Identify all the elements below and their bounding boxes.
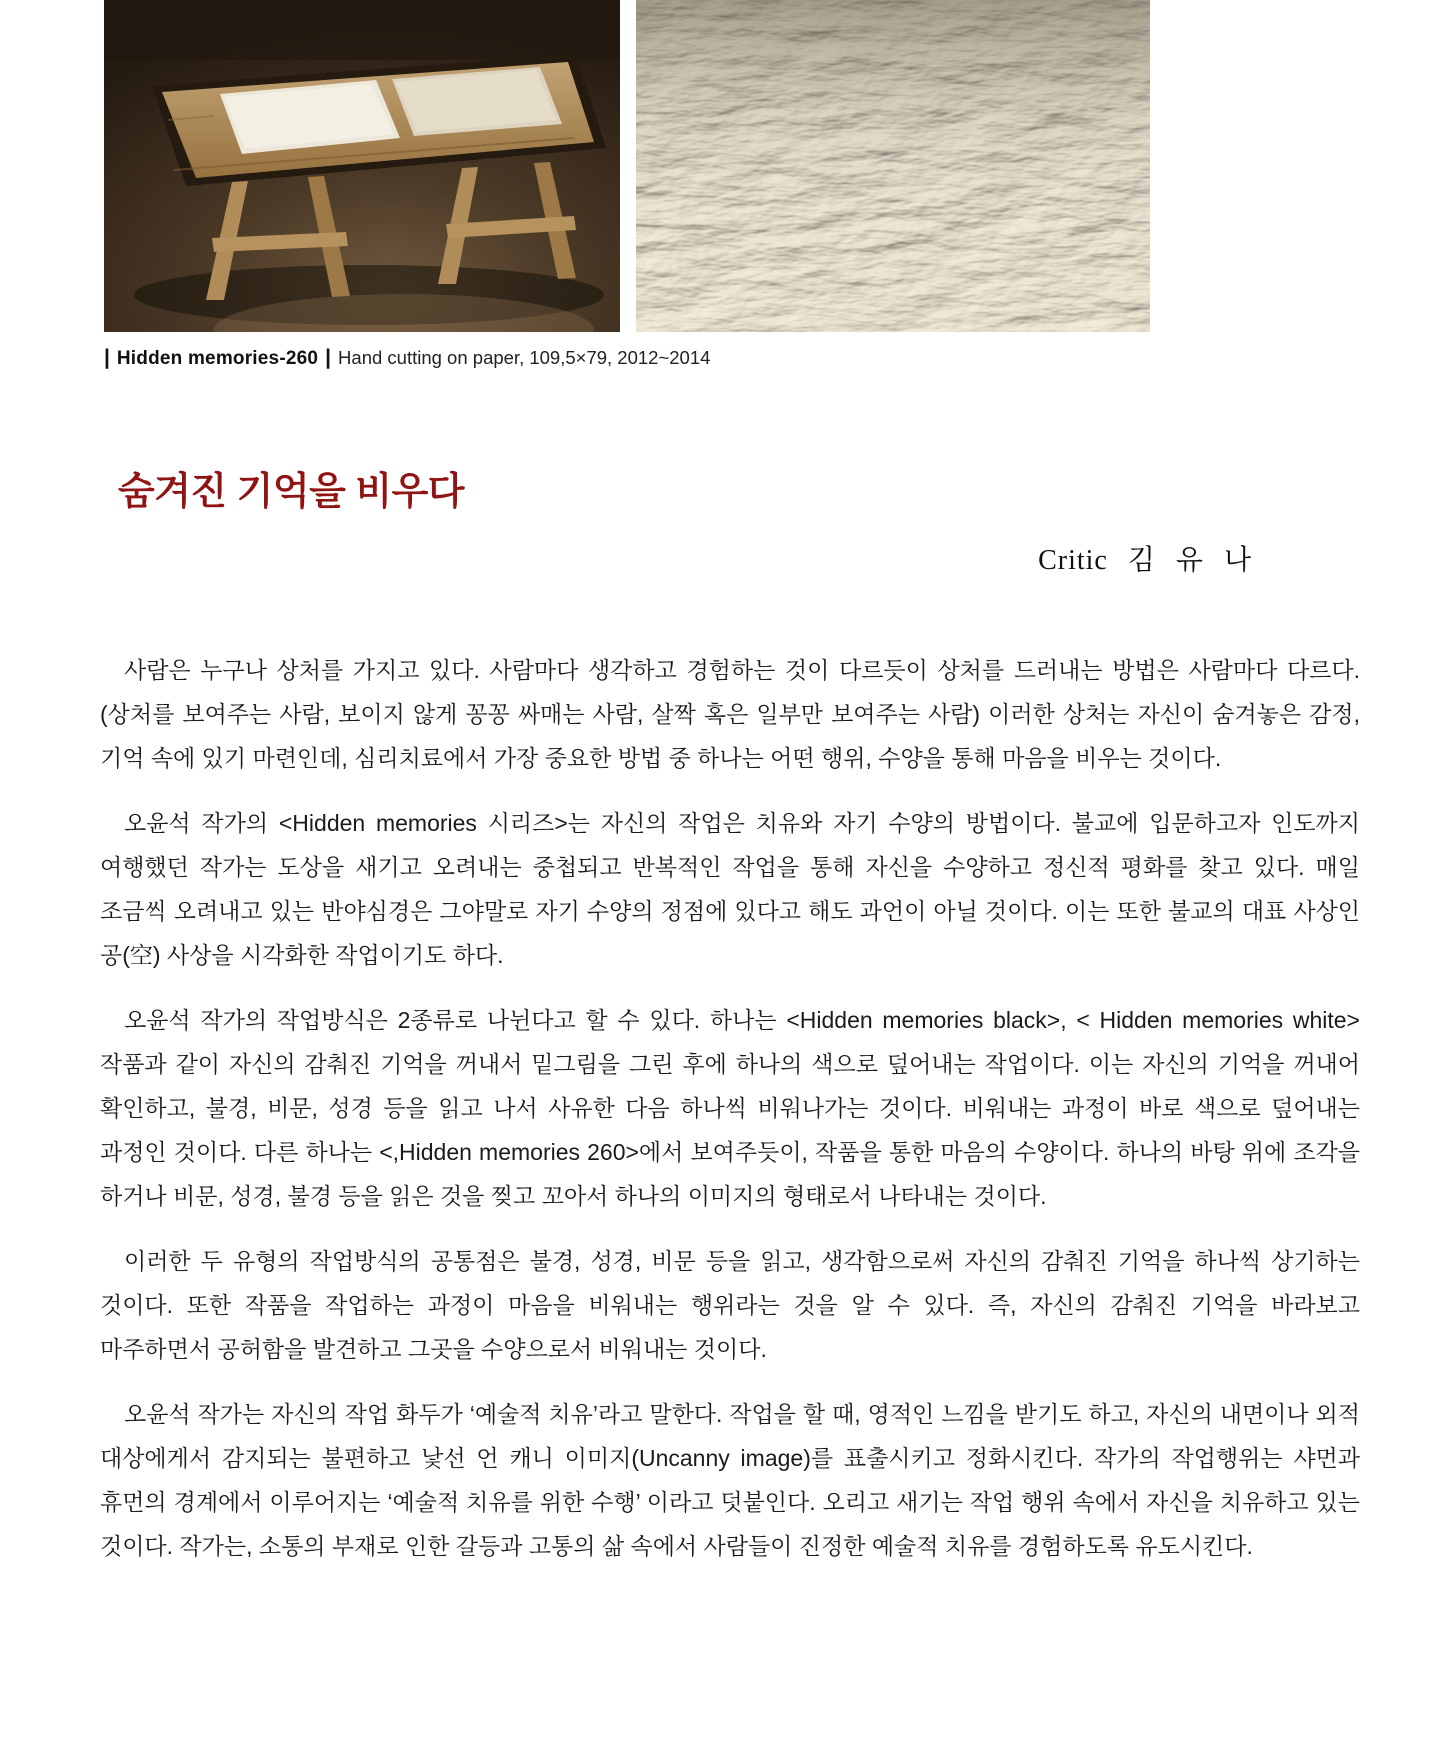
detail-photo-graphic: [636, 0, 1150, 332]
paragraph-1: 사람은 누구나 상처를 가지고 있다. 사람마다 생각하고 경험하는 것이 다르듯이 상처를 드러내는 방법은 사람마다 다르다. (상처를 보여주는 사람, 보이지 않게 꽁꽁 싸매는 사람, 살짝 혹은 일부만 보여주는 사람) 이러한 상처는 자신이 숨겨놓은 감정, 기억 속에 있기 마련인데, 심리치료에서 가장 중요한 방법 중 하나는 어떤 행위, 수양을 통해 마음을 비우는 것이다.: [100, 657, 1360, 771]
paragraph-3: 오윤석 작가의 작업방식은 2종류로 나뉜다고 할 수 있다. 하나는 <Hidden memories black>, < Hidden memories white>작품과 같이 자신의 감춰진 기억을 꺼내서 밑그림을 그린 후에 하나의 색으로 덮어내는 작업이다. 이는 자신의 기억을 꺼내어 확인하고, 불경, 비문, 성경 등을 읽고 나서 사유한 다음 하나씩 비워나가는 것이다. 비워내는 과정이 바로 색으로 덮어내는 과정인 것이다. 다른 하나는 <,Hidden memories 260>에서 보여주듯이, 작품을 통한 마음의 수양이다. 하나의 바탕 위에 조각을 하거나 비문, 성경, 불경 등을 읽은 것을 찢고 꼬아서 하나의 이미지의 형태로서 나타내는 것이다.: [100, 1007, 1360, 1209]
article-body: [100, 648, 1360, 1568]
paragraph-2: 오윤석 작가의 <Hidden memories 시리즈>는 자신의 작업은 치유와 자기 수양의 방법이다. 불교에 입문하고자 인도까지 여행했던 작가는 도상을 새기고 오려내는 중첩되고 반복적인 작업을 통해 자신을 수양하고 정신적 평화를 찾고 있다. 매일 조금씩 오려내고 있는 반야심경은 그야말로 자기 수양의 정점에 있다고 해도 과언이 아닐 것이다. 이는 또한 불교의 대표 사상인 공(空) 사상을 시각화한 작업이기도 하다.: [100, 810, 1361, 968]
paragraph-5: 오윤석 작가는 자신의 작업 화두가 ‘예술적 치유’라고 말한다. 작업을 할 때, 영적인 느낌을 받기도 하고, 자신의 내면이나 외적 대상에게서 감지되는 불편하고 낯선 언 캐니 이미지(Uncanny image)를 표출시키고 정화시킨다. 작가의 작업행위는 샤먼과 휴먼의 경계에서 이루어지는 ‘예술적 치유를 위한 수행’ 이라고 덧붙인다. 오리고 새기는 작업 행위 속에서 자신을 치유하고 있는 것이다. 작가는, 소통의 부재로 인한 갈등과 고통의 삶 속에서 사람들이 진정한 예술적 치유를 경험하도록 유도시킨다.: [100, 1401, 1360, 1559]
critic-byline: Critic 김 유 나: [1038, 545, 1252, 576]
caption-bar-left: |: [104, 346, 110, 369]
detail-photo: [636, 0, 1150, 332]
installation-photo-graphic: [104, 0, 620, 332]
caption-title: Hidden memories-260: [116, 348, 319, 369]
caption-bar-right: |: [325, 346, 332, 369]
article-title: 숨겨진 기억을 비우다: [118, 471, 464, 513]
installation-photo: [104, 0, 620, 332]
caption-details: Hand cutting on paper, 109,5×79, 2012~2014: [338, 347, 711, 368]
figure-row: [104, 0, 1456, 332]
paragraph-4: 이러한 두 유형의 작업방식의 공통점은 불경, 성경, 비문 등을 읽고, 생각함으로써 자신의 감춰진 기억을 하나씩 상기하는 것이다. 또한 작품을 작업하는 과정이 마음을 비워내는 행위라는 것을 알 수 있다. 즉, 자신의 감춰진 기억을 바라보고 마주하면서 공허함을 발견하고 그곳을 수양으로서 비워내는 것이다.: [100, 1248, 1360, 1362]
figure-caption: [104, 345, 1456, 372]
